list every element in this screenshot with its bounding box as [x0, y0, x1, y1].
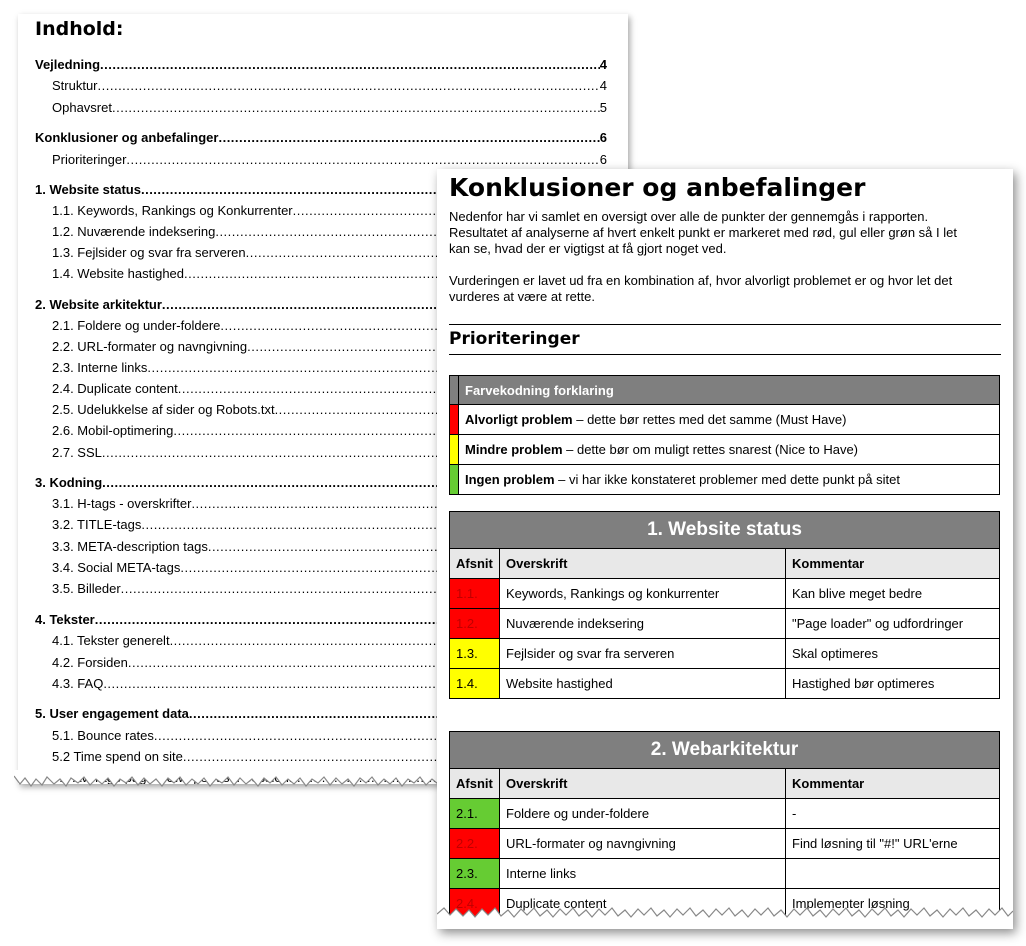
toc-page-number: 5	[599, 100, 607, 115]
toc-leader-dots	[100, 57, 600, 73]
intro-line: Resultatet af analyserne af hvert enkelt punkt er markeret med rød, gul eller grøn så I let	[449, 225, 957, 240]
column-header: Overskrift	[500, 549, 786, 579]
section-number-cell: 2.3.	[450, 859, 500, 889]
toc-page-number: 4	[599, 57, 607, 72]
toc-entry-label: 1.4. Website hastighed	[52, 266, 185, 281]
toc-entry-label: 1. Website status	[35, 182, 141, 197]
toc-page-number: 6	[599, 152, 607, 167]
torn-edge	[14, 770, 444, 796]
toc-page-number: 4	[599, 78, 607, 93]
table-row	[450, 859, 1000, 889]
table-row	[450, 829, 1000, 859]
assessment-paragraph	[449, 273, 997, 305]
heading-cell: Interne links	[500, 859, 786, 889]
legend-row	[450, 405, 1000, 435]
toc-entry-label: 2. Website arkitektur	[35, 297, 162, 312]
comment-cell: Skal optimeres	[786, 639, 1000, 669]
toc-entry-label: 4.3. FAQ	[52, 676, 104, 691]
red-swatch	[450, 405, 459, 435]
toc-entry-label: 1.2. Nuværende indeksering	[52, 224, 216, 239]
legend-header-swatch	[450, 376, 459, 405]
assessment-line: vurderes at være at rette.	[449, 289, 595, 304]
divider	[449, 354, 1001, 355]
toc-entry-label: 2.6. Mobil-optimering	[52, 423, 174, 438]
page-title: Konklusioner og anbefalinger	[449, 173, 866, 202]
comment-cell: -	[786, 799, 1000, 829]
green-swatch	[450, 465, 459, 495]
toc-entry-label: 4. Tekster	[35, 612, 95, 627]
toc-entry-label: Ophavsret	[52, 100, 112, 115]
toc-entry-label: 4.2. Forsiden	[52, 655, 128, 670]
comment-cell	[786, 859, 1000, 889]
toc-entry-label: 3.2. TITLE-tags	[52, 517, 142, 532]
heading-cell: Website hastighed	[500, 669, 786, 699]
legend-header-row	[450, 376, 1000, 405]
column-header: Kommentar	[786, 769, 1000, 799]
toc-entry-label: 3.5. Billeder	[52, 581, 121, 596]
toc-entry-label: Konklusioner og anbefalinger	[35, 130, 219, 145]
toc-entry-label: 2.3. Interne links	[52, 360, 148, 375]
color-legend-table	[449, 375, 1000, 495]
toc-entry[interactable]	[52, 78, 607, 94]
intro-line: Nedenfor har vi samlet en oversigt over alle de punkter der gennemgås i rapporten.	[449, 209, 929, 224]
section-number-cell: 1.3.	[450, 639, 500, 669]
heading-cell: Foldere og under-foldere	[500, 799, 786, 829]
table-title: 2. Webarkitektur	[450, 732, 1000, 769]
column-header: Overskrift	[500, 769, 786, 799]
toc-entry-label: 1.3. Fejlsider og svar fra serveren	[52, 245, 246, 260]
toc-entry-label: 5. User engagement data	[35, 706, 189, 721]
table-row	[450, 579, 1000, 609]
toc-section-entry[interactable]	[35, 57, 607, 73]
section-number-cell: 2.1.	[450, 799, 500, 829]
column-header: Afsnit	[450, 769, 500, 799]
toc-entry[interactable]	[52, 152, 607, 168]
toc-entry-label: 2.7. SSL	[52, 445, 102, 460]
toc-leader-dots	[98, 78, 600, 94]
comment-cell: Hastighed bør optimeres	[786, 669, 1000, 699]
legend-row	[450, 465, 1000, 495]
toc-page-number: 6	[599, 130, 607, 145]
legend-text: Alvorligt problem – dette bør rettes med det samme (Must Have)	[459, 405, 1000, 435]
column-header-row	[450, 549, 1000, 579]
heading-cell: Keywords, Rankings og konkurrenter	[500, 579, 786, 609]
heading-cell: Duplicate content	[500, 889, 786, 919]
toc-entry-label: 3. Kodning	[35, 475, 103, 490]
column-header: Kommentar	[786, 549, 1000, 579]
heading-cell: URL-formater og navngivning	[500, 829, 786, 859]
website-status-table	[449, 511, 1000, 699]
column-header-row	[450, 769, 1000, 799]
intro-line: kan se, hvad der er vigtigst at få gjort noget ved.	[449, 241, 727, 256]
toc-leader-dots	[126, 152, 599, 168]
comment-cell: Implementer løsning	[786, 889, 1000, 919]
section-number-cell: 2.2.	[450, 829, 500, 859]
table-body	[450, 579, 1000, 699]
comment-cell: Find løsning til "#!" URL'erne	[786, 829, 1000, 859]
legend-text: Ingen problem – vi har ikke konstateret problemer med dette punkt på sitet	[459, 465, 1000, 495]
torn-edge	[437, 904, 1013, 929]
toc-entry-label: 5.2 Time spend on site	[52, 749, 183, 764]
toc-entry-label: 2.1. Foldere og under-foldere	[52, 318, 221, 333]
toc-entry-label: 2.4. Duplicate content	[52, 381, 178, 396]
toc-entry-label: 4.1. Tekster generelt	[52, 633, 170, 648]
divider	[449, 324, 1001, 325]
heading-cell: Fejlsider og svar fra serveren	[500, 639, 786, 669]
toc-entry-label: 5.1. Bounce rates	[52, 728, 154, 743]
table-body	[450, 799, 1000, 919]
toc-entry-label: 3.4. Social META-tags	[52, 560, 181, 575]
legend-text: Mindre problem – dette bør om muligt rettes snarest (Nice to Have)	[459, 435, 1000, 465]
webarkitektur-table	[449, 731, 1000, 919]
table-row	[450, 609, 1000, 639]
column-header: Afsnit	[450, 549, 500, 579]
yellow-swatch	[450, 435, 459, 465]
toc-entry-label: 2.5. Udelukkelse af sider og Robots.txt	[52, 402, 275, 417]
section-number-cell: 1.4.	[450, 669, 500, 699]
front-page	[437, 169, 1013, 929]
toc-entry-label: Vejledning	[35, 57, 101, 72]
section-number-cell: 1.1.	[450, 579, 500, 609]
table-title: 1. Website status	[450, 512, 1000, 549]
table-row	[450, 669, 1000, 699]
toc-entry-label: Prioriteringer	[52, 152, 127, 167]
toc-entry-label: 2.2. URL-formater og navngivning	[52, 339, 248, 354]
comment-cell: "Page loader" og udfordringer	[786, 609, 1000, 639]
toc-title: Indhold:	[35, 18, 124, 40]
toc-entry[interactable]	[52, 100, 607, 116]
toc-section-entry[interactable]	[35, 130, 607, 146]
toc-entry-label: 1.1. Keywords, Rankings og Konkurrenter	[52, 203, 293, 218]
toc-entry-label: 3.1. H-tags - overskrifter	[52, 496, 192, 511]
toc-entry-label: 3.3. META-description tags	[52, 539, 208, 554]
section-heading: Prioriteringer	[449, 329, 580, 349]
section-number-cell: 1.2.	[450, 609, 500, 639]
legend-header: Farvekodning forklaring	[459, 376, 1000, 405]
intro-paragraph	[449, 209, 997, 257]
comment-cell: Kan blive meget bedre	[786, 579, 1000, 609]
toc-leader-dots	[112, 100, 600, 116]
section-number-cell: 2.4.	[450, 889, 500, 919]
table-row	[450, 639, 1000, 669]
table-row	[450, 799, 1000, 829]
assessment-line: Vurderingen er lavet ud fra en kombination af, hvor alvorligt problemet er og hvor let det	[449, 273, 953, 288]
heading-cell: Nuværende indeksering	[500, 609, 786, 639]
toc-entry-label: Struktur	[52, 78, 98, 93]
legend-row	[450, 435, 1000, 465]
toc-leader-dots	[218, 130, 599, 146]
